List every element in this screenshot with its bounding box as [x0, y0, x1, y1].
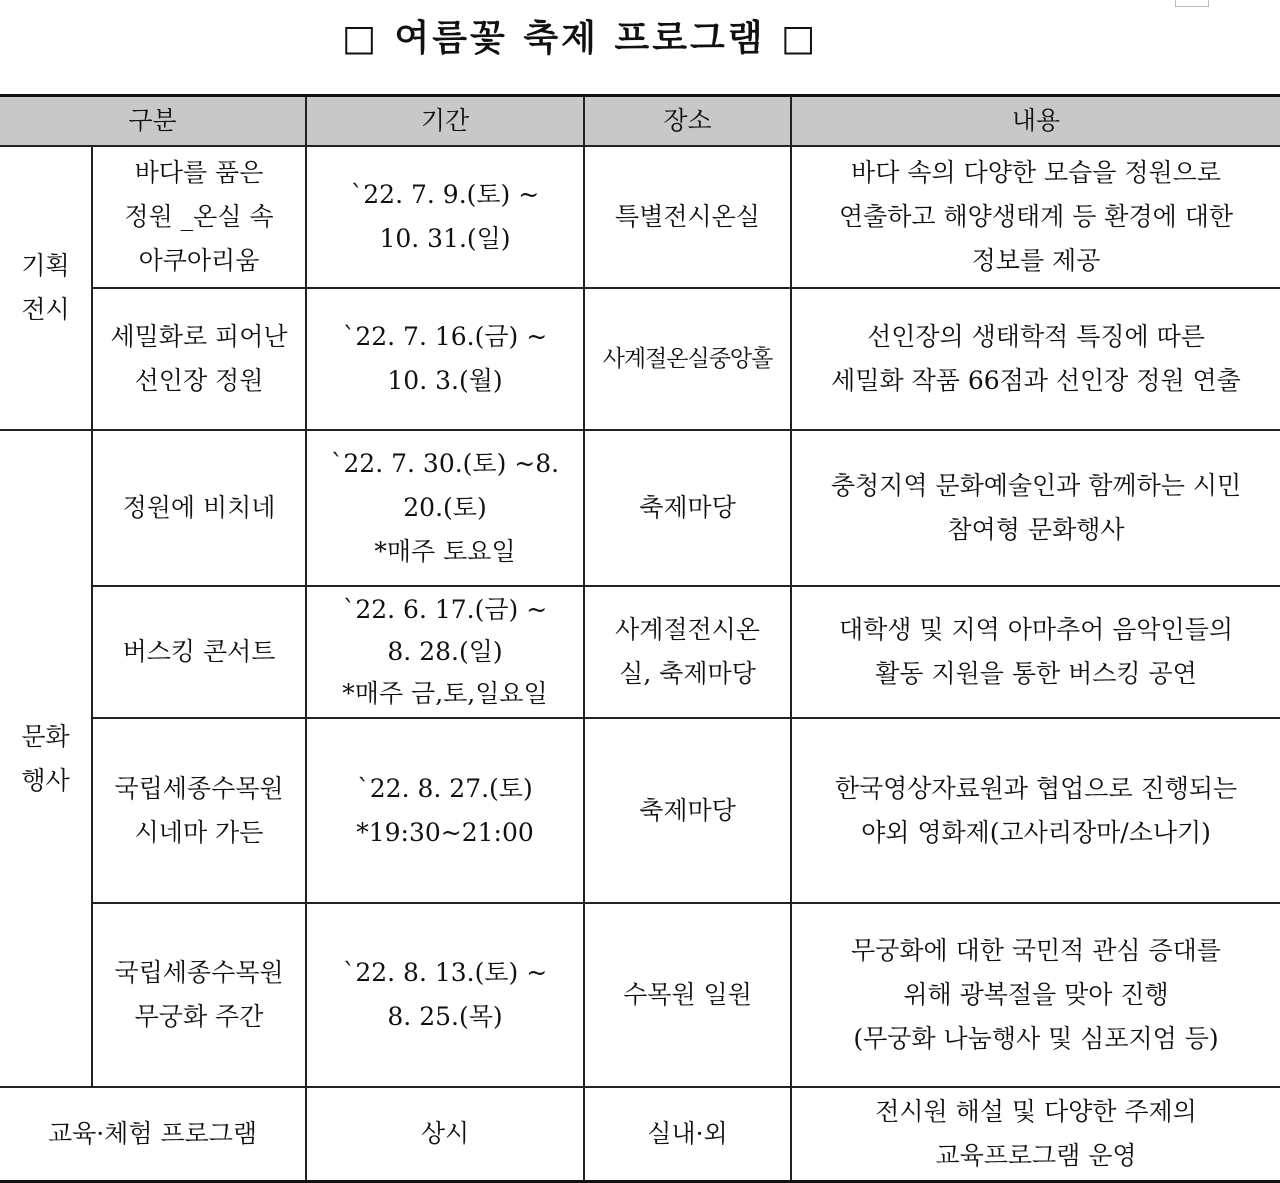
program-period: `22. 6. 17.(금) ~ 8. 28.(일) *매주 금,토,일요일: [306, 586, 584, 718]
program-content: 바다 속의 다양한 모습을 정원으로 연출하고 해양생태계 등 환경에 대한 정보를 제공: [791, 146, 1280, 288]
header-content: 내용: [791, 96, 1280, 147]
program-content: 한국영상자료원과 협업으로 진행되는 야외 영화제(고사리장마/소나기): [791, 718, 1280, 903]
program-name: 교육·체험 프로그램: [0, 1087, 306, 1182]
table-row: [0, 1087, 1280, 1182]
program-name: 국립세종수목원 시네마 가든: [92, 718, 306, 903]
corner-mark: [1175, 0, 1209, 7]
program-period: 상시: [306, 1087, 584, 1182]
program-place: 사계절온실중앙홀: [584, 288, 791, 430]
group-label-exhibition: 기획 전시: [0, 146, 92, 430]
program-content: 선인장의 생태학적 특징에 따른 세밀화 작품 66점과 선인장 정원 연출: [791, 288, 1280, 430]
program-name: 버스킹 콘서트: [92, 586, 306, 718]
program-place: 축제마당: [584, 430, 791, 586]
table-row: [0, 586, 1280, 718]
program-name: 국립세종수목원 무궁화 주간: [92, 903, 306, 1087]
program-period: `22. 7. 9.(토) ~ 10. 31.(일): [306, 146, 584, 288]
program-place: 수목원 일원: [584, 903, 791, 1087]
program-content: 대학생 및 지역 아마추어 음악인들의 활동 지원을 통한 버스킹 공연: [791, 586, 1280, 718]
program-period: `22. 8. 13.(토) ~ 8. 25.(목): [306, 903, 584, 1087]
program-place: 사계절전시온 실, 축제마당: [584, 586, 791, 718]
program-content: 충청지역 문화예술인과 함께하는 시민 참여형 문화행사: [791, 430, 1280, 586]
table-row: [0, 430, 1280, 586]
program-period: `22. 7. 16.(금) ~ 10. 3.(월): [306, 288, 584, 430]
program-place: 축제마당: [584, 718, 791, 903]
program-table: [0, 94, 1280, 1183]
group-label-events: 문화 행사: [0, 430, 92, 1087]
table-row: [0, 903, 1280, 1087]
header-category: 구분: [0, 96, 306, 147]
program-name: 세밀화로 피어난 선인장 정원: [92, 288, 306, 430]
program-place: 특별전시온실: [584, 146, 791, 288]
header-period: 기간: [306, 96, 584, 147]
table-header-row: [0, 96, 1280, 147]
program-content: 무궁화에 대한 국민적 관심 증대를 위해 광복절을 맞아 진행 (무궁화 나눔행사 및 심포지엄 등): [791, 903, 1280, 1087]
table-row: [0, 718, 1280, 903]
program-period: `22. 8. 27.(토) *19:30~21:00: [306, 718, 584, 903]
table-row: [0, 288, 1280, 430]
program-content: 전시원 해설 및 다양한 주제의 교육프로그램 운영: [791, 1087, 1280, 1182]
program-period: `22. 7. 30.(토) ~8. 20.(토) *매주 토요일: [306, 430, 584, 586]
program-name: 정원에 비치네: [92, 430, 306, 586]
table-row: [0, 146, 1280, 288]
header-place: 장소: [584, 96, 791, 147]
page-title: □ 여름꽃 축제 프로그램 □: [341, 18, 819, 59]
program-name: 바다를 품은 정원 _온실 속 아쿠아리움: [92, 146, 306, 288]
program-place: 실내·외: [584, 1087, 791, 1182]
